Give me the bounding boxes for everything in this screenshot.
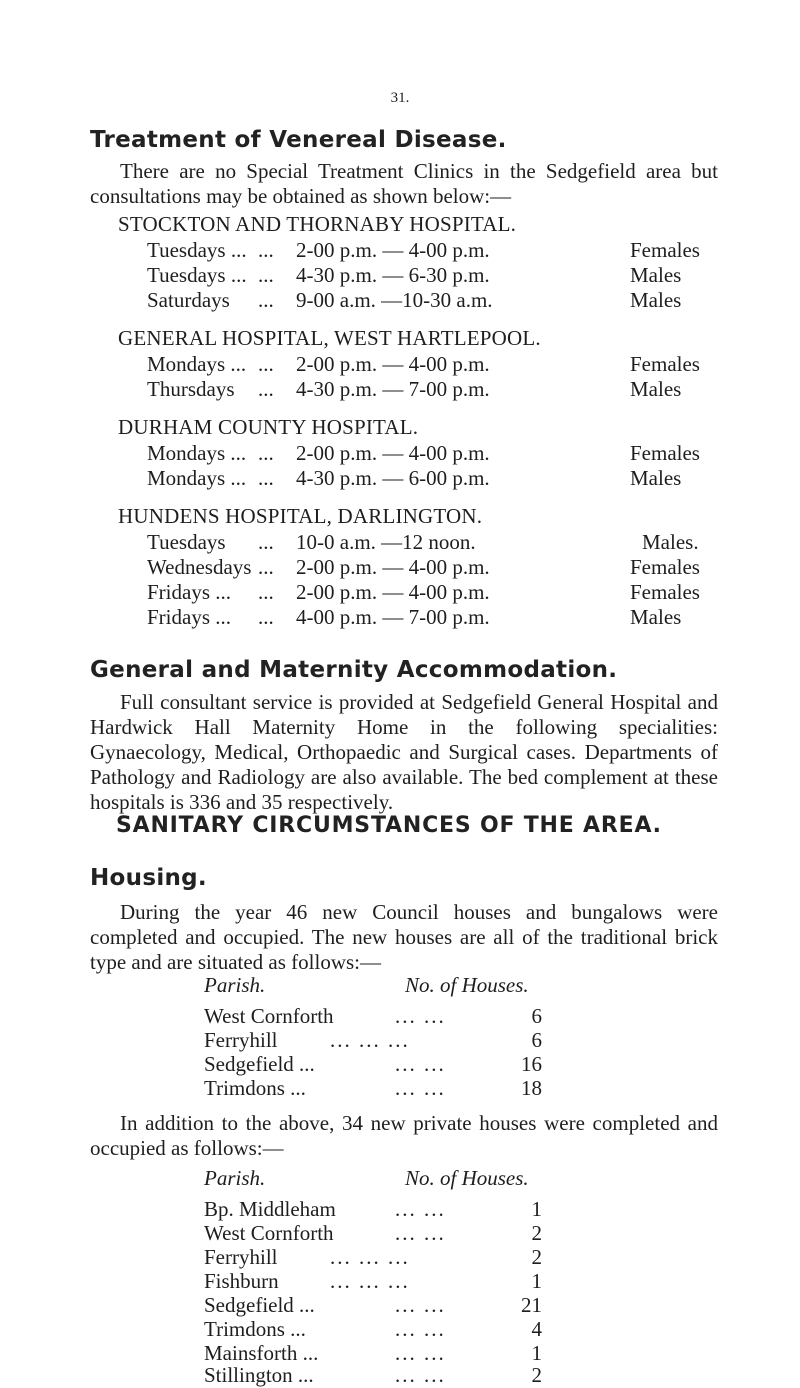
session-day: Wednesdays <box>147 555 252 579</box>
private-intro-text: In addition to the above, 34 new private houses were completed and occupied as follows:— <box>90 1111 718 1160</box>
session-day: Mondays ... <box>147 352 247 376</box>
session-time: 4-30 p.m. — 6-30 p.m. <box>296 263 490 287</box>
private-table-row <box>0 1317 800 1341</box>
session-day: Fridays ... <box>147 580 231 604</box>
leader-dots: ... <box>258 441 274 465</box>
private-table-row <box>0 1341 800 1365</box>
leader-dots: ... <box>258 238 274 262</box>
leader-dots: ... <box>258 263 274 287</box>
leader-dots: ... <box>258 466 274 490</box>
session-time: 4-00 p.m. — 7-00 p.m. <box>296 605 490 629</box>
housing-intro-paragraph <box>90 900 718 975</box>
private-col-houses: No. of Houses. <box>405 1166 529 1190</box>
session-day: Fridays ... <box>147 605 231 629</box>
private-table-row <box>0 1363 800 1387</box>
session-sex: Females <box>630 555 700 579</box>
session-sex: Males. <box>642 530 699 554</box>
maternity-heading: General and Maternity Accommodation. <box>90 657 618 683</box>
leader-dots: ... <box>258 555 274 579</box>
parish-name: Ferryhill <box>204 1028 278 1052</box>
session-time: 2-00 p.m. — 4-00 p.m. <box>296 441 490 465</box>
house-count: 1 <box>531 1197 542 1221</box>
council-col-parish: Parish. <box>204 973 266 997</box>
leader-dots: ... ... ... <box>330 1245 410 1269</box>
venereal-intro <box>90 159 718 209</box>
clinic-session-row <box>0 441 800 466</box>
session-day: Tuesdays ... <box>147 238 247 262</box>
session-sex: Males <box>630 288 682 312</box>
session-day: Mondays ... <box>147 466 247 490</box>
leader-dots: ... ... <box>395 1293 446 1317</box>
house-count: 2 <box>531 1221 542 1245</box>
session-time: 2-00 p.m. — 4-00 p.m. <box>296 352 490 376</box>
clinic-session-row <box>0 466 800 491</box>
house-count: 16 <box>521 1052 542 1076</box>
session-sex: Females <box>630 238 700 262</box>
page-number: 31. <box>390 90 410 106</box>
private-table-row <box>0 1197 800 1221</box>
leader-dots: ... ... <box>395 1341 446 1365</box>
house-count: 4 <box>531 1317 542 1341</box>
parish-name: West Cornforth <box>204 1004 334 1028</box>
clinic-session-row <box>0 530 800 555</box>
session-time: 4-30 p.m. — 6-00 p.m. <box>296 466 490 490</box>
leader-dots: ... ... <box>395 1197 446 1221</box>
house-count: 18 <box>521 1076 542 1100</box>
session-sex: Females <box>630 441 700 465</box>
private-table-row <box>0 1245 800 1269</box>
session-sex: Males <box>630 263 682 287</box>
session-time: 4-30 p.m. — 7-00 p.m. <box>296 377 490 401</box>
maternity-text: Full consultant service is provided at Sedgefield General Hospital and Hardwick Hall Maternity Home in the following specialities: Gynaecology, Medical, Orthopaedic and Surgical cases. Departments of Pathology and Radiology are also available. The bed complement at these hospitals is 336 and 35 respectively. <box>90 690 718 814</box>
parish-name: Fishburn <box>204 1269 279 1293</box>
leader-dots: ... ... <box>395 1317 446 1341</box>
clinic-session-row <box>0 555 800 580</box>
session-sex: Males <box>630 466 682 490</box>
parish-name: Ferryhill <box>204 1245 278 1269</box>
session-time: 2-00 p.m. — 4-00 p.m. <box>296 555 490 579</box>
leader-dots: ... ... <box>395 1221 446 1245</box>
leader-dots: ... ... <box>395 1052 446 1076</box>
house-count: 1 <box>531 1269 542 1293</box>
parish-name: West Cornforth <box>204 1221 334 1245</box>
parish-name: Sedgefield ... <box>204 1052 315 1076</box>
parish-name: Mainsforth ... <box>204 1341 319 1365</box>
council-table-row <box>0 1028 800 1052</box>
clinic-session-row <box>0 605 800 630</box>
private-table-row <box>0 1269 800 1293</box>
session-day: Tuesdays ... <box>147 263 247 287</box>
leader-dots: ... <box>258 605 274 629</box>
parish-name: Sedgefield ... <box>204 1293 315 1317</box>
session-sex: Females <box>630 580 700 604</box>
hospital-name: STOCKTON AND THORNABY HOSPITAL. <box>118 212 517 236</box>
clinic-session-row <box>0 288 800 313</box>
private-table-row <box>0 1293 800 1317</box>
leader-dots: ... ... <box>395 1076 446 1100</box>
leader-dots: ... ... ... <box>330 1028 410 1052</box>
session-day: Saturdays <box>147 288 230 312</box>
maternity-paragraph <box>90 690 718 815</box>
house-count: 21 <box>521 1293 542 1317</box>
council-col-houses: No. of Houses. <box>405 973 529 997</box>
leader-dots: ... <box>258 288 274 312</box>
sanitary-heading: SANITARY CIRCUMSTANCES OF THE AREA. <box>116 813 662 838</box>
council-table-row <box>0 1052 800 1076</box>
clinic-session-row <box>0 580 800 605</box>
clinic-session-row <box>0 352 800 377</box>
leader-dots: ... <box>258 530 274 554</box>
house-count: 1 <box>531 1341 542 1365</box>
parish-name: Trimdons ... <box>204 1076 306 1100</box>
private-intro-paragraph <box>90 1111 718 1161</box>
house-count: 6 <box>531 1004 542 1028</box>
leader-dots: ... <box>258 377 274 401</box>
parish-name: Bp. Middleham <box>204 1197 336 1221</box>
session-day: Tuesdays <box>147 530 226 554</box>
council-table-row <box>0 1076 800 1100</box>
private-col-parish: Parish. <box>204 1166 266 1190</box>
private-table-row <box>0 1221 800 1245</box>
session-day: Thursdays <box>147 377 235 401</box>
clinic-session-row <box>0 238 800 263</box>
housing-heading: Housing. <box>90 865 207 891</box>
hospital-name: HUNDENS HOSPITAL, DARLINGTON. <box>118 504 483 528</box>
session-time: 10-0 a.m. —12 noon. <box>296 530 476 554</box>
house-count: 2 <box>531 1363 542 1387</box>
leader-dots: ... ... ... <box>330 1269 410 1293</box>
hospital-name: DURHAM COUNTY HOSPITAL. <box>118 415 419 439</box>
session-day: Mondays ... <box>147 441 247 465</box>
session-time: 9-00 a.m. —10-30 a.m. <box>296 288 493 312</box>
house-count: 6 <box>531 1028 542 1052</box>
leader-dots: ... <box>258 580 274 604</box>
session-sex: Males <box>630 605 682 629</box>
session-time: 2-00 p.m. — 4-00 p.m. <box>296 238 490 262</box>
council-table-row <box>0 1004 800 1028</box>
parish-name: Stillington ... <box>204 1363 314 1387</box>
leader-dots: ... <box>258 352 274 376</box>
parish-name: Trimdons ... <box>204 1317 306 1341</box>
session-sex: Females <box>630 352 700 376</box>
session-time: 2-00 p.m. — 4-00 p.m. <box>296 580 490 604</box>
session-sex: Males <box>630 377 682 401</box>
house-count: 2 <box>531 1245 542 1269</box>
leader-dots: ... ... <box>395 1363 446 1387</box>
clinic-session-row <box>0 263 800 288</box>
leader-dots: ... ... <box>395 1004 446 1028</box>
housing-intro-text: During the year 46 new Council houses and bungalows were completed and occupied. The new houses are all of the traditional brick type and are situated as follows:— <box>90 900 718 974</box>
venereal-heading: Treatment of Venereal Disease. <box>90 127 507 153</box>
venereal-intro-text: There are no Special Treatment Clinics in the Sedgefield area but consultations may be obtained as shown below:— <box>90 159 718 208</box>
clinic-session-row <box>0 377 800 402</box>
hospital-name: GENERAL HOSPITAL, WEST HARTLEPOOL. <box>118 326 541 350</box>
